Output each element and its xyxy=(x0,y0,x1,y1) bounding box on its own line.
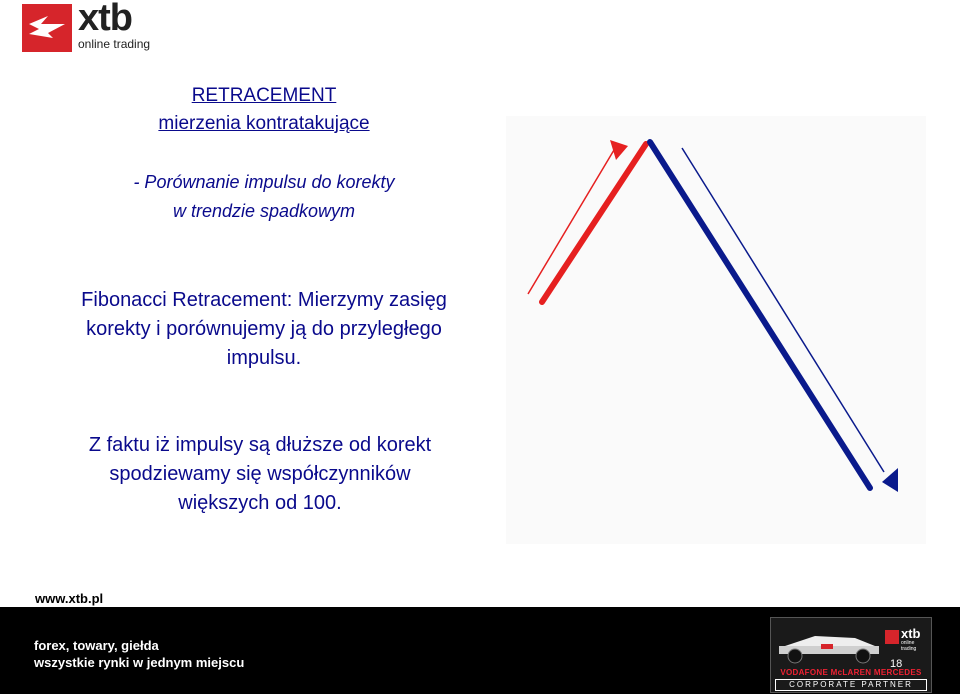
badge-team-name: VODAFONE McLAREN MERCEDES xyxy=(780,668,922,677)
correction-arrowhead-icon xyxy=(610,140,628,160)
page-number: 18 xyxy=(890,658,903,670)
badge-logo-mark-icon xyxy=(885,630,899,644)
correction-guide-line xyxy=(528,150,614,294)
logo-subtitle: online trading xyxy=(78,37,151,51)
race-car-icon xyxy=(775,626,885,666)
body-paragraph-2: Z faktu iż impulsy są dłuższe od korekt spodziewamy się współczynników większych od 100. xyxy=(88,434,432,514)
slide-title-sub: mierzenia kontratakujące xyxy=(158,113,370,134)
body-paragraph-1: Fibonacci Retracement: Mierzymy zasięg korekty i porównujemy ją do przyległego impulsu. xyxy=(81,289,447,369)
correction-line xyxy=(542,144,646,302)
badge-logo-word: xtb xyxy=(901,626,921,641)
xtb-logo xyxy=(22,0,157,54)
subtitle-line-1: - Porównanie impulsu do korekty xyxy=(133,172,395,192)
impulse-line xyxy=(650,142,870,488)
xtb-logo-mark-icon xyxy=(22,4,72,52)
badge-partner-label: CORPORATE PARTNER xyxy=(775,679,927,691)
impulse-guide-line xyxy=(682,148,884,472)
footer-tagline-1: forex, towary, giełda xyxy=(34,638,159,653)
partner-badge xyxy=(770,617,932,693)
footer-bar xyxy=(0,607,960,694)
badge-logo-sub: online trading xyxy=(901,640,917,652)
subtitle-line-2: w trendzie spadkowym xyxy=(172,201,356,221)
footer-tagline-2: wszystkie rynki w jednym miejscu xyxy=(34,655,245,670)
retracement-illustration xyxy=(506,116,926,544)
website-url[interactable]: www.xtb.pl xyxy=(35,591,104,606)
badge-xtb-logo xyxy=(885,626,927,652)
logo-word: xtb xyxy=(78,0,132,39)
slide-title: RETRACEMENT xyxy=(191,85,337,106)
